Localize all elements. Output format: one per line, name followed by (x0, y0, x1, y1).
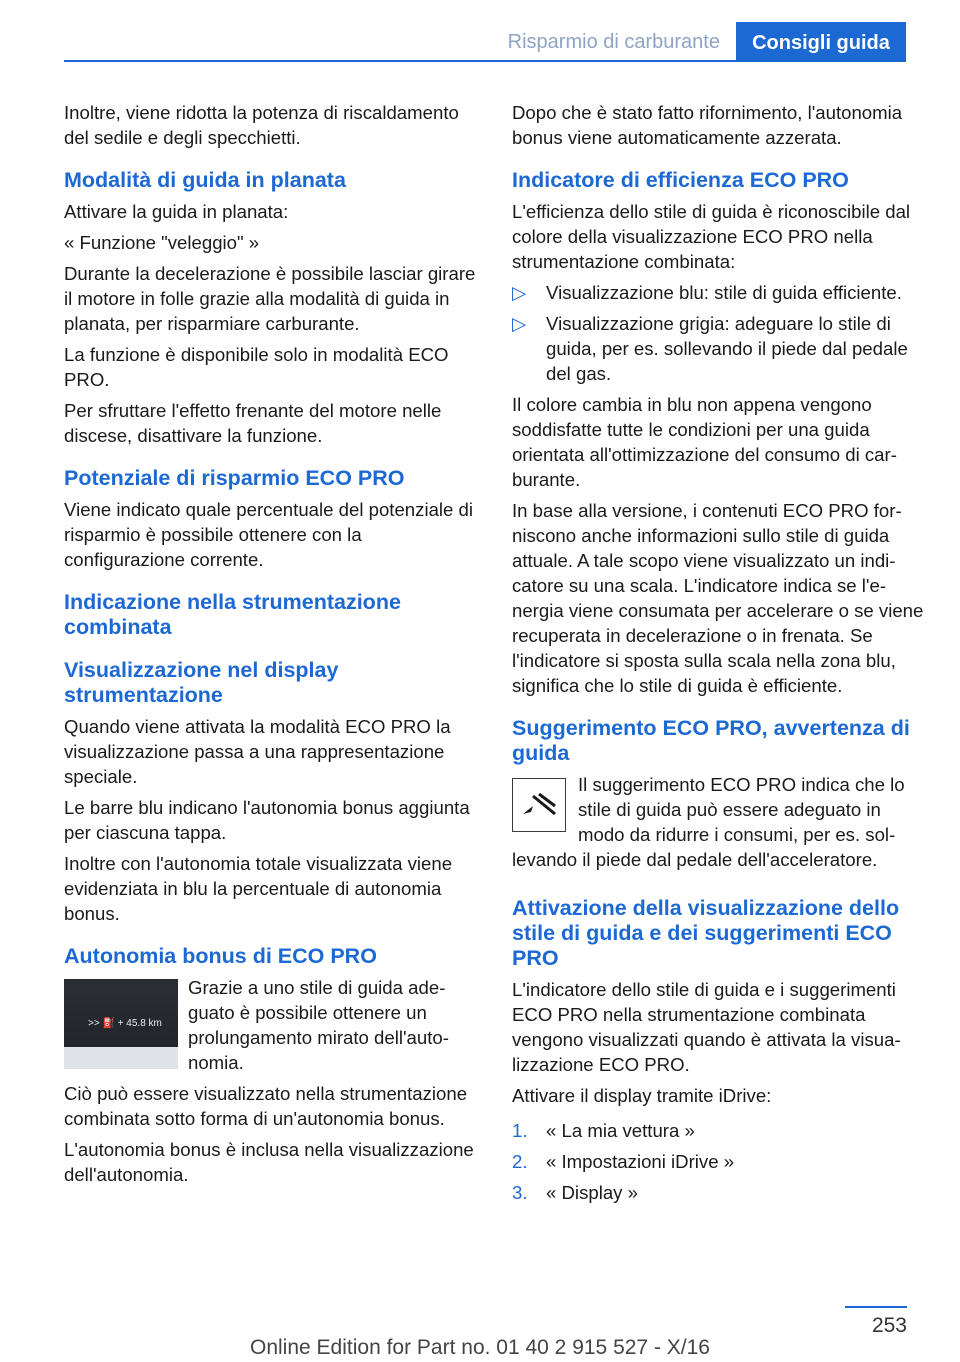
paragraph: Quando viene attivata la modalità ECO PRO la visualizzazione passa a una rappresentazione speciale. (64, 716, 451, 787)
bonus-range-readout: >> ⛽ + 45.8 km (88, 1018, 162, 1029)
paragraph: « Funzione "veleggio" » (64, 232, 260, 253)
list-item (512, 1180, 928, 1205)
heading-savings-potential: Potenziale di risparmio ECO PRO (64, 466, 405, 490)
chapter-tab: Consigli guida (736, 22, 906, 62)
step-text: « Impostazioni iDrive » (546, 1151, 735, 1172)
step-text: « Display » (546, 1182, 638, 1203)
eco-pro-display-image (64, 979, 178, 1069)
list-item (512, 280, 928, 305)
paragraph: Attivare il display tramite iDrive: (512, 1085, 772, 1106)
section-title: Risparmio di carburante (507, 31, 720, 53)
paragraph: Inoltre, viene ridotta la potenza di riscaldamento del sedile e degli specchietti. (64, 102, 459, 148)
page-header (0, 0, 960, 62)
foot-off-pedal-icon (512, 778, 566, 832)
list-item-text: Visualizzazione blu: stile di guida efficiente. (546, 282, 902, 303)
paragraph: Ciò può essere visualizzato nella strumentazione combinata sotto forma di un'autonomia bonus. (64, 1083, 468, 1129)
paragraph: Inoltre con l'autonomia totale visualizzata viene evidenziata in blu la percentuale di autonomia bonus. (64, 853, 453, 924)
step-number: 1. (512, 1120, 528, 1141)
steps-list (512, 1118, 928, 1205)
heading-efficiency: Indicatore di efficienza ECO PRO (512, 168, 849, 192)
heading-display: Visualizzazione nel display strumentazione (64, 658, 339, 707)
triangle-right-icon: ▷ (512, 282, 527, 303)
list-item (512, 1149, 928, 1174)
step-number: 3. (512, 1182, 528, 1203)
paragraph: Per sfruttare l'effetto frenante del motore nelle discese, disattivare la funzione. (64, 400, 442, 446)
paragraph: L'autonomia bonus è inclusa nella visualizzazione dell'autonomia. (64, 1139, 474, 1185)
header-rule (64, 60, 906, 62)
triangle-right-icon: ▷ (512, 313, 527, 334)
page-number-rule (845, 1306, 907, 1308)
left-column (64, 100, 484, 1193)
paragraph: Grazie a uno stile di guida adeguato è possibile ottenere un prolungamento mirato dell'autonomia. (188, 977, 449, 1073)
paragraph: Le barre blu indicano l'autonomia bonus aggiunta per ciascuna tappa. (64, 797, 470, 843)
paragraph: Durante la decelerazione è possibile lasciar girare il motore in folle grazie alla modalità di guida in planata, per risparmiare carburante. (64, 263, 476, 334)
list-item (512, 1118, 928, 1143)
right-column (512, 100, 928, 1211)
paragraph: Il colore cambia in blu non appena vengono soddisfatte tutte le condizioni per una guida orientata all'ottimizzazione del consumo di carburante. (512, 394, 897, 490)
step-number: 2. (512, 1151, 528, 1172)
paragraph: Attivare la guida in planata: (64, 201, 289, 222)
tip-block (512, 772, 928, 878)
paragraph: L'efficienza dello stile di guida è riconoscibile dal colore della visualizzazione ECO PRO nella strumentazione combinata: (512, 201, 911, 272)
list-item (512, 311, 928, 386)
paragraph: Il suggerimento ECO PRO indica che lo stile di guida può essere adeguato in modo da ridurre i consumi, per es. sollevando il piede dal pedale dell'acceleratore. (512, 774, 905, 870)
step-text: « La mia vettura » (546, 1120, 695, 1141)
paragraph: Dopo che è stato fatto rifornimento, l'autonomia bonus viene automaticamente azzerata. (512, 102, 903, 148)
heading-bonus-range: Autonomia bonus di ECO PRO (64, 944, 377, 968)
paragraph: La funzione è disponibile solo in modalità ECO PRO. (64, 344, 449, 390)
page-number: 253 (871, 1314, 907, 1337)
paragraph: In base alla versione, i contenuti ECO PRO forniscono anche informazioni sullo stile di guida attuale. A tale scopo viene visualizzato un indicatore su una scala. L'indicatore indica se l'energia viene consumata per accelerare o se viene recuperata in decelerazione o in frenata. Se l'indicatore si sposta sulla scala nella zona blu, significa che lo stile di guida è efficiente. (512, 500, 924, 696)
efficiency-list (512, 280, 928, 386)
bonus-range-block (64, 975, 484, 1187)
paragraph: L'indicatore dello stile di guida e i suggerimenti ECO PRO nella strumentazione combinata vengono visualizzati quando è attivata la visualizzazione ECO PRO. (512, 979, 901, 1075)
image-strip (64, 1047, 178, 1069)
heading-instrument-cluster: Indicazione nella strumentazione combinata (64, 590, 401, 639)
heading-eco-tip: Suggerimento ECO PRO, avvertenza di guida (512, 716, 910, 765)
heading-glide-mode: Modalità di guida in planata (64, 168, 346, 192)
footer-edition: Online Edition for Part no. 01 40 2 915 527 - X/16 (250, 1336, 710, 1359)
list-item-text: Visualizzazione grigia: adeguare lo stile di guida, per es. sollevando il piede dal pedale del gas. (546, 313, 908, 384)
heading-activation: Attivazione della visualizzazione dello stile di guida e dei suggerimenti ECO PRO (512, 896, 900, 970)
paragraph: Viene indicato quale percentuale del potenziale di risparmio è possibile ottenere con la configurazione corrente. (64, 499, 474, 570)
